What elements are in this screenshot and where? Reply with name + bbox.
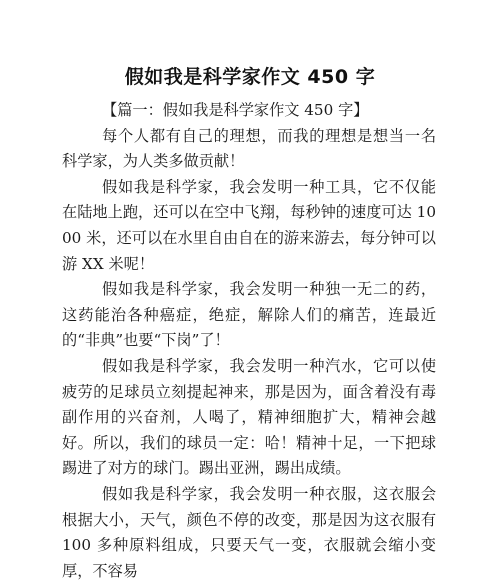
paragraph-1: 每个人都有自己的理想，而我的理想是想当一名科学家，为人类多做贡献！ <box>62 126 436 171</box>
section-heading: 【篇一：假如我是科学家作文 450 字】 <box>102 101 369 119</box>
paragraph-5: 假如我是科学家，我会发明一种衣服，这衣服会根据大小，天气，颜色不停的改变，那是因为这衣服有 100 多种原料组成，只要天气一变，衣服就会缩小变厚，不容易 <box>62 484 436 580</box>
paragraph-3: 假如我是科学家，我会发明一种独一无二的药，这药能治各种癌症，绝症，解除人们的痛苦，连最近的“非典”也要“下岗”了！ <box>62 280 436 350</box>
document-title: 假如我是科学家作文 450 字 <box>124 66 376 88</box>
paragraph-4: 假如我是科学家，我会发明一种汽水，它可以使疲劳的足球员立刻提起神来，那是因为，面含着没有毒副作用的兴奋剂，人喝了，精神细胞扩大，精神会越好。所以，我们的球员一定：哈！精神十足，一下把球踢进了对方的球门。踢出亚洲，踢出成绩。 <box>62 356 436 478</box>
document-body <box>62 98 436 584</box>
paragraph-2: 假如我是科学家，我会发明一种工具，它不仅能在陆地上跑，还可以在空中飞翔，每秒钟的速度可达 1000 米，还可以在水里自由自在的游来游去，每分钟可以游 XX 米呢！ <box>62 177 436 273</box>
